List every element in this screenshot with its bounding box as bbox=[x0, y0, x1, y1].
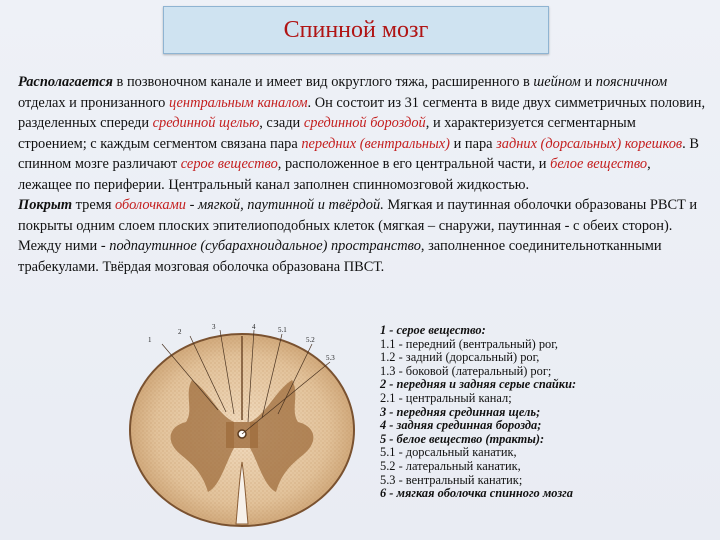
page-title: Спинной мозг bbox=[283, 16, 429, 43]
figure-legend bbox=[380, 324, 710, 501]
figure-label: 1 bbox=[148, 336, 152, 344]
spinal-cord-cross-section-image bbox=[122, 322, 360, 534]
spinal-cord-figure bbox=[122, 322, 360, 534]
text-run: серое вещество bbox=[180, 156, 278, 172]
legend-item: 5.3 - вентральный канатик; bbox=[380, 472, 523, 487]
text-run: белое вещество bbox=[550, 156, 648, 172]
text-run: задних (дорсальных) корешков bbox=[496, 135, 683, 152]
text-run: центральным каналом bbox=[168, 94, 308, 111]
legend-item: 6 - мягкая оболочка спинного мозга bbox=[380, 486, 573, 501]
figure-label: 5.1 bbox=[278, 326, 287, 334]
text-run: и bbox=[580, 74, 596, 90]
text-run: , и характеризуется сегментарным строением; с каждым сегментом связана пара bbox=[18, 115, 636, 152]
text-run: подпаутинное (субарахноидальное) пространство bbox=[109, 238, 421, 254]
text-run: и пара bbox=[449, 135, 497, 152]
text-run: , расположенное в его центральной части, и bbox=[277, 156, 551, 172]
figure-label: 5.3 bbox=[326, 354, 335, 362]
legend-item: 1 - серое вещество: bbox=[380, 323, 486, 337]
legend-item: 1.2 - задний (дорсальный) рог, bbox=[380, 350, 540, 365]
text-run: отделах и пронизанного bbox=[18, 94, 169, 111]
paragraph-1 bbox=[18, 72, 708, 195]
text-run: срединной щелью bbox=[152, 115, 260, 131]
figure-label: 2 bbox=[178, 328, 182, 336]
legend-item: 3 - передняя срединная щель; bbox=[380, 404, 541, 419]
text-run: передних (вентральных) bbox=[301, 135, 450, 152]
text-run: оболочками bbox=[115, 197, 187, 213]
title-box bbox=[163, 6, 549, 54]
text-run: Покрыт bbox=[18, 197, 73, 213]
text-run: , сзади bbox=[259, 115, 304, 131]
legend-item: 1.3 - боковой (латеральный) рог; bbox=[380, 363, 552, 378]
legend-item: 2.1 - центральный канал; bbox=[380, 390, 512, 405]
legend-item: 1.1 - передний (вентральный) рог, bbox=[380, 336, 558, 351]
text-run: поясничном bbox=[595, 74, 668, 90]
figure-label: 4 bbox=[252, 323, 256, 331]
text-run: , заполненное соединительнотканными трабекулами. Твёрдая мозговая оболочка образована ПВСТ. bbox=[18, 238, 662, 275]
text-run: в позвоночном канале и имеет вид округлого тяжа, расширенного в bbox=[112, 74, 534, 90]
text-run: Располагается bbox=[18, 74, 113, 90]
text-run: срединной бороздой bbox=[303, 115, 426, 131]
text-run: . Он состоит из 31 сегмента в виде двух симметричных половин, разделенных спереди bbox=[18, 94, 706, 131]
paragraph-2 bbox=[18, 195, 708, 277]
text-run: тремя bbox=[72, 197, 116, 213]
text-run: , лежащее по периферии. Центральный канал заполнен спинномозговой жидкостью. bbox=[18, 156, 651, 193]
legend-item: 5.1 - дорсальный канатик, bbox=[380, 445, 517, 460]
text-run: . В спинном мозге различают bbox=[18, 135, 699, 172]
text-run: шейном bbox=[533, 74, 581, 90]
legend-item: 5 - белое вещество (тракты): bbox=[380, 431, 545, 446]
legend-item: 5.2 - латеральный канатик, bbox=[380, 458, 521, 473]
text-run: - мягкой, паутинной и твёрдой. bbox=[186, 197, 384, 213]
text-run: Мягкая и паутинная оболочки образованы РВСТ и покрыты одним слоем плоских эпителиоподобных клеток (мягкая – снаружи, паутинная - с обеих сторон). Между ними - bbox=[18, 197, 698, 254]
figure-label: 3 bbox=[212, 323, 216, 331]
figure-label: 5.2 bbox=[306, 336, 315, 344]
legend-item: 4 - задняя срединная борозда; bbox=[380, 418, 542, 433]
legend-item: 2 - передняя и задняя серые спайки: bbox=[380, 377, 577, 392]
body-text bbox=[18, 72, 708, 277]
